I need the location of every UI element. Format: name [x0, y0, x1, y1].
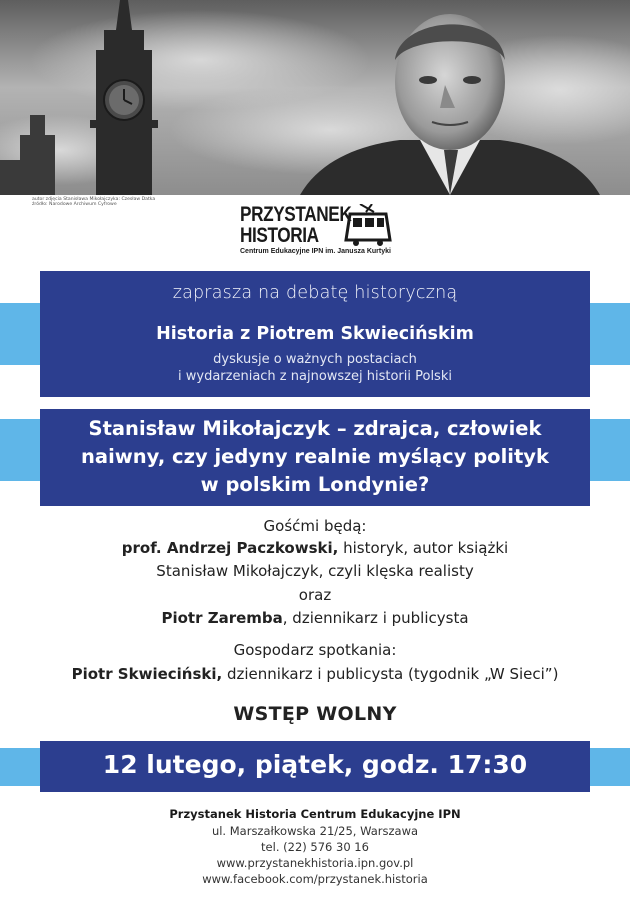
invitation-intro: zaprasza na debatę historyczną: [172, 283, 458, 303]
debate-topic-box: [40, 409, 590, 506]
host-heading: Gospodarz spotkania:: [233, 641, 397, 659]
series-description-line-2: i wydarzeniach z najnowszej historii Polski: [178, 369, 452, 384]
left-stripe-middle: [0, 419, 40, 481]
logo-subtitle: Centrum Edukacyjne IPN im. Janusza Kurtyki: [240, 248, 391, 255]
guest-1-name: prof. Andrzej Paczkowski,: [121, 539, 339, 557]
debate-topic-line-3: w polskim Londynie?: [200, 473, 430, 496]
photo-credit-source: źródło: Narodowe Archiwum Cyfrowe: [32, 202, 117, 208]
footer-website[interactable]: www.przystanekhistoria.ipn.gov.pl: [216, 856, 414, 870]
event-date: 12 lutego, piątek, godz. 17:30: [102, 750, 528, 779]
series-description-line-1: dyskusje o ważnych postaciach: [213, 352, 417, 367]
debate-topic-line-2: naiwny, czy jedyny realnie myślący polityk: [81, 445, 549, 468]
debate-topic-line-1: Stanisław Mikołajczyk – zdrajca, człowiek: [88, 417, 542, 440]
photo-credit: [32, 197, 155, 208]
logo-line-2: HISTORIA: [240, 224, 319, 247]
footer-address: ul. Marszałkowska 21/25, Warszawa: [211, 824, 419, 838]
right-stripe-middle: [590, 419, 630, 481]
host-role: dziennikarz i publicysta (tygodnik „W Sieci”): [222, 665, 559, 683]
series-title: Historia z Piotrem Skwiecińskim: [156, 324, 474, 344]
guests-conjunction: oraz: [298, 586, 332, 604]
left-stripe-bottom: [0, 748, 40, 786]
footer-facebook[interactable]: www.facebook.com/przystanek.historia: [202, 872, 428, 886]
host-name: Piotr Skwieciński,: [71, 665, 223, 683]
guest-2-role: , dziennikarz i publicysta: [282, 609, 469, 627]
guests-heading: Gośćmi będą:: [263, 517, 367, 535]
tram-icon: [344, 204, 392, 248]
header-photo-illustration: [0, 0, 630, 195]
logo-line-1: PRZYSTANEK: [240, 203, 352, 226]
footer-organization: Przystanek Historia Centrum Edukacyjne IPN: [169, 807, 461, 821]
photo-credit-author: autor zdjęcia Stanisława Mikołajczyka: Czesław Datka: [32, 197, 156, 202]
book-title: Stanisław Mikołajczyk, czyli klęska realisty: [156, 562, 474, 580]
left-stripe-top: [0, 303, 40, 365]
footer-phone: tel. (22) 576 30 16: [261, 840, 369, 854]
header-photo: [0, 0, 630, 195]
right-stripe-bottom: [590, 748, 630, 786]
event-date-box: [40, 741, 590, 792]
guest-2: [0, 609, 630, 627]
host: [0, 665, 630, 683]
debate-topic: [58, 415, 572, 499]
guest-2-name: Piotr Zaremba: [161, 609, 283, 627]
invitation-box: [40, 271, 590, 397]
series-description: [40, 351, 590, 385]
free-entry: WSTĘP WOLNY: [233, 703, 397, 725]
right-stripe-top: [590, 303, 630, 365]
guest-1: [0, 539, 630, 557]
guest-1-role: historyk, autor książki: [338, 539, 509, 557]
przystanek-historia-logo: [240, 203, 400, 261]
